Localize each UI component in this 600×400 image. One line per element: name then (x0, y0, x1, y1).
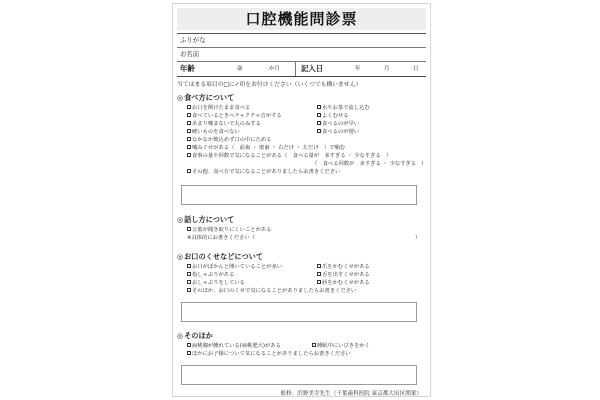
checkbox-icon[interactable] (187, 280, 191, 284)
row-separator (295, 62, 296, 76)
section-other (177, 331, 426, 357)
checkbox-icon[interactable] (187, 153, 191, 157)
checkbox-item[interactable]: 指しゃぶりがある (187, 271, 234, 279)
section-habits (177, 252, 426, 294)
checkbox-item[interactable]: お口を開けたまま食べる (187, 104, 250, 112)
checkbox-icon[interactable] (187, 121, 191, 125)
checkbox-item[interactable]: あまり噛まないで丸のみする (187, 120, 261, 128)
bullet-icon: ◎ (177, 94, 184, 102)
checkbox-icon[interactable] (187, 137, 191, 141)
checkbox-icon[interactable] (317, 272, 321, 276)
checkbox-icon[interactable] (187, 145, 191, 149)
section-title-eating: ◎食べ方について (177, 93, 235, 102)
bullet-icon: ◎ (177, 332, 184, 340)
section-eating (177, 93, 427, 175)
checkbox-icon[interactable] (187, 264, 191, 268)
checkbox-item[interactable]: 食べるのが遅い (317, 128, 359, 136)
form-title: 口腔機能問診票 (177, 8, 426, 30)
eating-comment-box[interactable] (181, 185, 417, 205)
age-label: 年齢 (180, 64, 195, 73)
checkbox-item[interactable]: その他、食べ方で気になることがありましたらお書きください (187, 168, 340, 176)
checkbox-item[interactable]: ほかにお子様について気になることがありましたらお書きください (187, 350, 351, 358)
checkbox-item[interactable]: 食べているときペチャクチャ音がする (187, 112, 282, 120)
checkbox-item[interactable]: 噛みぐせがある（ 前歯 ・ 奥歯 ・ 右だけ ・ 左だけ ）で噛む (187, 144, 345, 152)
section-title-other: ◎そのほか (177, 331, 213, 340)
checkbox-icon[interactable] (317, 105, 321, 109)
furigana-row[interactable] (177, 34, 426, 48)
date-day-unit: 日 (413, 66, 419, 72)
checkbox-item[interactable]: なかなか飲込めず口の中にためる (187, 136, 271, 144)
checkbox-icon[interactable] (187, 272, 191, 276)
name-row[interactable] (177, 48, 426, 62)
checkbox-icon[interactable] (187, 227, 191, 231)
supervisor-credit: 監修：浜野美幸先生（千葉歯科医院 東京都大田区開業） (280, 391, 422, 397)
age-years-unit: 歳 (237, 66, 243, 72)
speaking-detail-label: ※具体的にお書きください（ (187, 235, 256, 241)
name-label: お名前 (180, 50, 200, 58)
section-speaking (177, 215, 426, 241)
checkbox-item[interactable]: 爪をかむくせがある (317, 263, 370, 271)
checkbox-item[interactable]: 扁桃腺が腫れている(扁桃肥大)がある (187, 342, 281, 350)
habits-comment-box[interactable] (181, 302, 417, 322)
bullet-icon: ◎ (177, 253, 184, 261)
checkbox-icon[interactable] (317, 280, 321, 284)
instruction-text: 当てはまる項目の□に✓印をお付けください（いくつでも構いません） (177, 82, 362, 88)
checkbox-item[interactable]: 食べるのが早い (317, 120, 359, 128)
checkbox-icon[interactable] (187, 351, 191, 355)
checkbox-icon[interactable] (187, 288, 191, 292)
checkbox-icon[interactable] (187, 169, 191, 173)
checkbox-icon[interactable] (187, 343, 191, 347)
checkbox-icon[interactable] (317, 264, 321, 268)
checkbox-item[interactable]: 硬いものを食べない (187, 128, 240, 136)
checkbox-icon[interactable] (187, 105, 191, 109)
checkbox-item[interactable]: 睡眠中にいびきをかく (312, 342, 370, 350)
meal-count-option[interactable]: （ 食べる回数が 多すぎる ・ 少なすぎる ） (312, 161, 427, 167)
checkbox-item[interactable]: 唇をかむくせがある (317, 279, 370, 287)
checkbox-icon[interactable] (187, 113, 191, 117)
date-month-unit: 月 (384, 66, 390, 72)
checkbox-item[interactable]: そのほか、お口のくせで気になることがありましたらお書きください (187, 287, 356, 295)
checkbox-icon[interactable] (317, 129, 321, 133)
checkbox-icon[interactable] (317, 121, 321, 125)
bullet-icon: ◎ (177, 216, 184, 224)
checkbox-item[interactable]: 言葉が聞き取りにくいことがある (187, 226, 271, 234)
age-date-row (177, 62, 426, 77)
checkbox-item[interactable]: おしゃぶりをしている (187, 279, 245, 287)
questionnaire-sheet (172, 3, 431, 397)
checkbox-item[interactable]: 舌を出すくせがある (317, 271, 370, 279)
age-months-unit: か月 (269, 66, 280, 72)
other-comment-box[interactable] (181, 365, 417, 385)
checkbox-icon[interactable] (312, 343, 316, 347)
checkbox-item[interactable]: お口がぽかんと開いていることが多い (187, 263, 282, 271)
section-title-habits: ◎お口のくせなどについて (177, 252, 264, 261)
checkbox-item[interactable]: 食事の量や回数で気になることがある（ 食べる量が 多すぎる ・ 少なすぎる ） (187, 152, 391, 160)
speaking-detail-close: ） (415, 235, 421, 241)
checkbox-item[interactable]: よくむせる (317, 112, 349, 120)
section-title-speaking: ◎話し方について (177, 215, 235, 224)
date-year-unit: 年 (355, 66, 361, 72)
furigana-label: ふりがな (180, 36, 206, 44)
date-label: 記入日 (301, 64, 324, 73)
checkbox-icon[interactable] (317, 113, 321, 117)
checkbox-item[interactable]: 水やお茶で流し込む (317, 104, 370, 112)
checkbox-icon[interactable] (187, 129, 191, 133)
patient-info-table (177, 33, 426, 77)
